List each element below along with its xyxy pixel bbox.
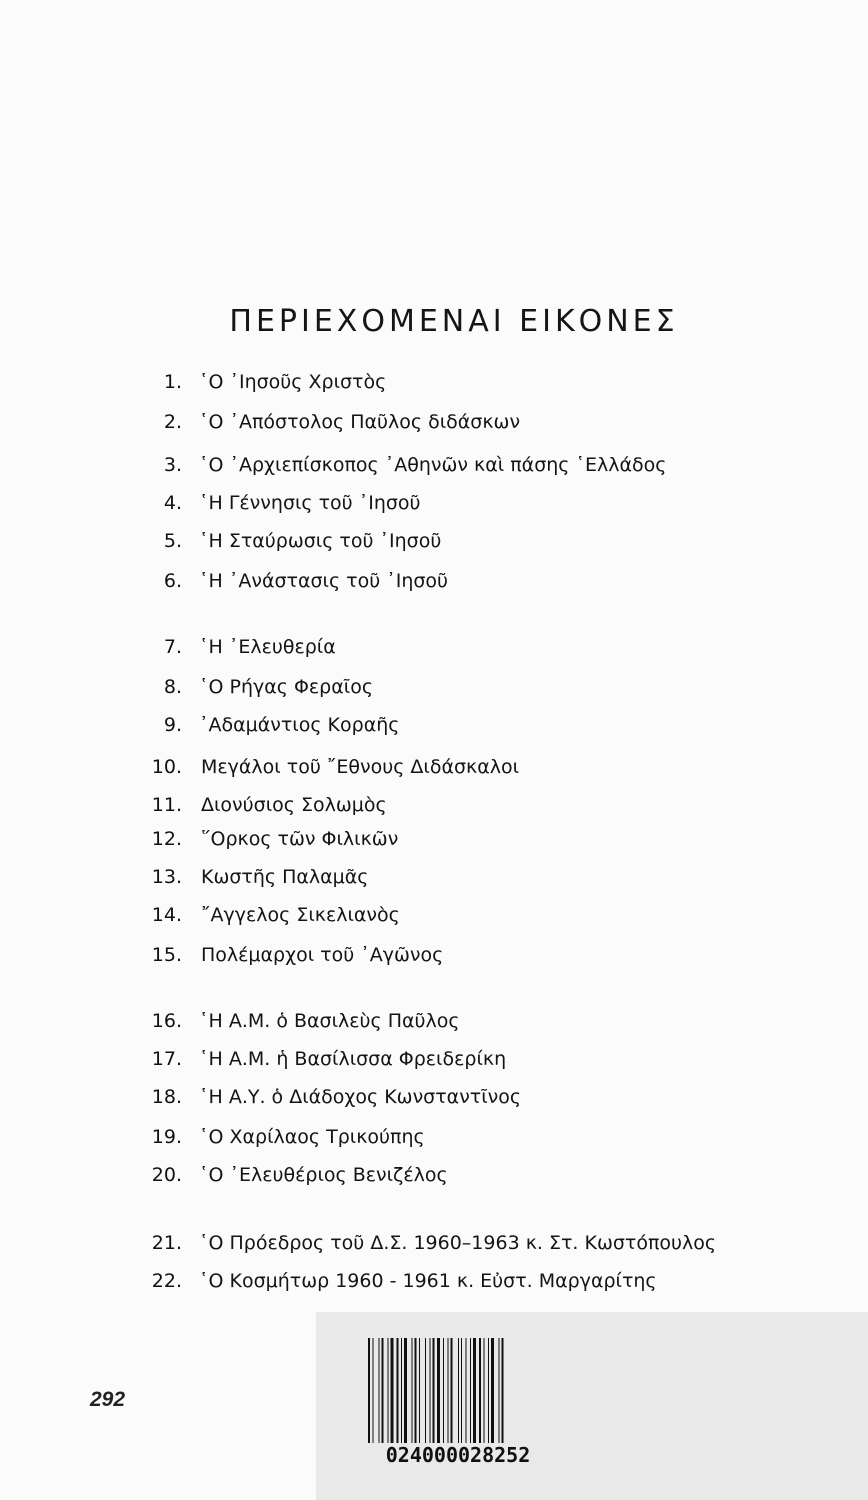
list-item	[0, 526, 868, 556]
list-item-text: ῾Η Α.Μ. ἡ Βασίλισσα Φρειδερίκη	[199, 1048, 507, 1070]
list-item-text: ῾Η ᾽Ανάστασις τοῦ ᾽Ιησοῦ	[199, 570, 449, 592]
list-item-number: 10.	[151, 756, 182, 778]
list-item-text: ῾Ο ᾽Ιησοῦς Χριστὸς	[199, 371, 387, 393]
list-item-number: 1.	[163, 371, 182, 393]
list-item	[0, 632, 868, 662]
list-item-number: 3.	[163, 454, 182, 476]
list-item-text: ῞Ορκος τῶν Φιλικῶν	[201, 828, 399, 850]
list-item-number: 4.	[163, 492, 182, 514]
list-item	[0, 1266, 868, 1296]
list-item-text: Μεγάλοι τοῦ ῎Εθνους Διδάσκαλοι	[201, 756, 520, 778]
list-item	[0, 862, 868, 892]
list-item	[0, 940, 868, 970]
list-item	[0, 752, 868, 782]
barcode-icon	[368, 1338, 546, 1443]
page-number: 292	[90, 1388, 126, 1411]
list-item-text: ῾Ο ᾽Αρχιεπίσκοπος ᾽Αθηνῶν καὶ πάσης ῾Ελλάδος	[199, 454, 667, 476]
list-item-number: 20.	[151, 1164, 182, 1186]
list-item-number: 2.	[163, 411, 182, 433]
list-item-number: 5.	[163, 530, 182, 552]
list-item-text: Κωστῆς Παλαμᾶς	[201, 866, 369, 888]
list-item-text: Διονύσιος Σολωμὸς	[201, 794, 387, 816]
list-item-text: ῾Η Α.Μ. ὁ Βασιλεὺς Παῦλος	[199, 1010, 460, 1032]
list-item-number: 6.	[163, 570, 182, 592]
list-item-number: 8.	[163, 676, 182, 698]
list-item	[0, 367, 868, 397]
page-title: ΠΕΡΙΕΧΟΜΕΝΑΙ ΕΙΚΟΝΕΣ	[229, 304, 679, 339]
list-item	[0, 824, 868, 854]
list-item-number: 17.	[151, 1048, 182, 1070]
list-item-text: ῾Ο Κοσμήτωρ 1960 - 1961 κ. Εὐστ. Μαργαρίτης	[199, 1270, 657, 1292]
list-item	[0, 1006, 868, 1036]
list-item-number: 13.	[151, 866, 182, 888]
list-item	[0, 1122, 868, 1152]
list-item	[0, 710, 868, 740]
list-item-text: ῾Ο Χαρίλαος Τρικούπης	[199, 1126, 425, 1148]
list-item	[0, 900, 868, 930]
list-item-number: 16.	[151, 1010, 182, 1032]
list-item	[0, 488, 868, 518]
list-item	[0, 790, 868, 820]
list-item-text: ᾽Αδαμάντιος Κοραῆς	[199, 714, 400, 736]
list-item-text: ῎Αγγελος Σικελιανὸς	[201, 904, 400, 926]
list-item-text: ῾Η Γέννησις τοῦ ᾽Ιησοῦ	[199, 492, 421, 514]
list-item	[0, 1044, 868, 1074]
list-item-text: ῾Ο ᾽Ελευθέριος Βενιζέλος	[199, 1164, 448, 1186]
list-item-text: ῾Η Σταύρωσις τοῦ ᾽Ιησοῦ	[199, 530, 442, 552]
list-item-number: 19.	[151, 1126, 182, 1148]
list-item-number: 14.	[151, 904, 182, 926]
list-item-number: 15.	[151, 944, 182, 966]
list-item	[0, 1228, 868, 1258]
list-item-number: 11.	[151, 794, 182, 816]
list-item-number: 7.	[163, 636, 182, 658]
list-item-number: 22.	[151, 1270, 182, 1292]
list-item	[0, 1082, 868, 1112]
list-item	[0, 672, 868, 702]
list-item	[0, 407, 868, 437]
list-item-number: 9.	[163, 714, 182, 736]
list-item-number: 12.	[151, 828, 182, 850]
list-item	[0, 1160, 868, 1190]
barcode-digits: 024000028252	[385, 1443, 531, 1467]
list-item-number: 21.	[151, 1232, 182, 1254]
list-item-text: ῾Η ᾽Ελευθερία	[199, 636, 336, 658]
list-item	[0, 566, 868, 596]
list-item-text: Πολέμαρχοι τοῦ ᾽Αγῶνος	[201, 944, 444, 966]
list-item	[0, 450, 868, 480]
list-item-text: ῾Η Α.Υ. ὁ Διάδοχος Κωνσταντῖνος	[199, 1086, 522, 1108]
list-item-text: ῾Ο ᾽Απόστολος Παῦλος διδάσκων	[199, 411, 521, 433]
list-item-number: 18.	[151, 1086, 182, 1108]
list-item-text: ῾Ο Ρήγας Φεραῖος	[199, 676, 373, 698]
list-item-text: ῾Ο Πρόεδρος τοῦ Δ.Σ. 1960–1963 κ. Στ. Κωστόπουλος	[199, 1232, 717, 1254]
